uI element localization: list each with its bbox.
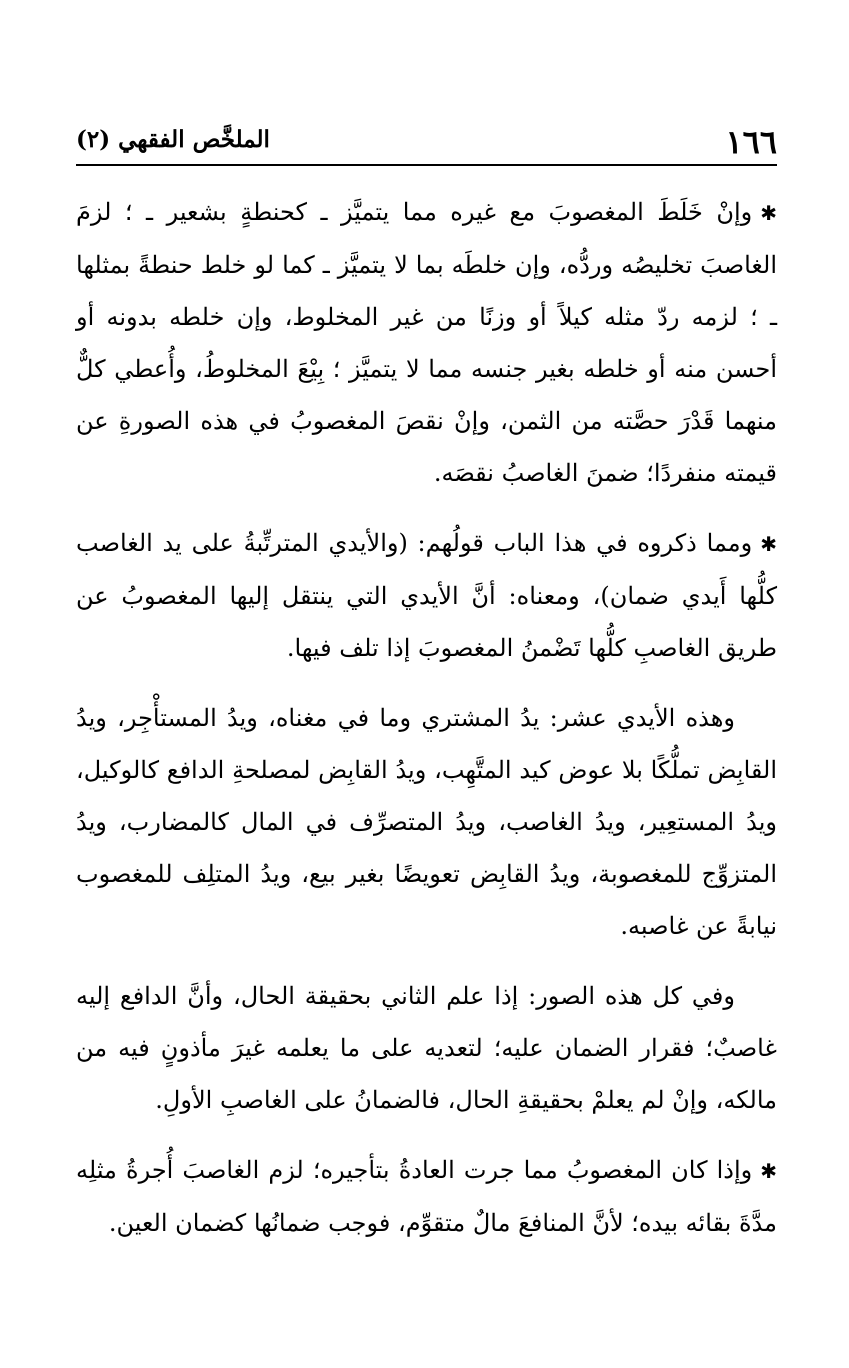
paragraph-mixing-goods: [76, 186, 777, 499]
paragraph-ten-hands: [76, 692, 777, 952]
paragraph-text: ومما ذكروه في هذا الباب قولُهم: (والأيدي المترتِّبةُ على يد الغاصب كلُّها أَيدي ضمان)، ومعناه: أنَّ الأيدي التي ينتقل إليها المغصوبُ عن طريق الغاصبِ كلُّها تَضْمنُ المغصوبَ إذا تلف فيها.: [76, 529, 777, 662]
paragraph-text: وفي كل هذه الصور: إذا علم الثاني بحقيقة الحال، وأنَّ الدافع إليه غاصبٌ؛ فقرار الضمان عليه؛ لتعديه على ما يعلمه غيرَ مأذونٍ فيه من مالكه، وإنْ لم يعلمْ بحقيقةِ الحال، فالضمانُ على الغاصبِ الأولِ.: [76, 982, 777, 1114]
page-header: [76, 118, 777, 162]
paragraph-text: وإذا كان المغصوبُ مما جرت العادةُ بتأجيره؛ لزم الغاصبَ أُجرةُ مثلِه مدَّةَ بقائه بيده؛ لأنَّ المنافعَ مالٌ متقوِّم، فوجب ضمانُها كضمان العين.: [76, 1156, 777, 1237]
paragraph-text: وإنْ خَلَطَ المغصوبَ مع غيره مما يتميَّز ـ كحنطةٍ بشعير ـ ؛ لزمَ الغاصبَ تخليصُه وردُّه، وإن خلطَه بما لا يتميَّز ـ كما لو خلط حنطةً بمثلها ـ ؛ لزمه ردّ مثله كيلاً أو وزنًا من غير المخلوط، وإن خلطه بدونه أو أحسن منه أو خلطه بغير جنسه مما لا يتميَّز ؛ بِيْعَ المخلوطُ، وأُعطي كلٌّ منهما قَدْرَ حصَّته من الثمن، وإنْ نقصَ المغصوبُ في هذه الصورةِ عن قيمته منفردًا؛ ضمنَ الغاصبُ نقصَه.: [76, 198, 778, 487]
star-bullet-icon: ✱: [760, 532, 777, 556]
page-number: ١٦٦: [725, 123, 777, 161]
book-title: الملخَّص الفقهي (٢): [76, 126, 270, 153]
star-bullet-icon: ✱: [760, 201, 777, 225]
paragraph-successive-hands: [76, 517, 777, 674]
header-divider: [76, 164, 777, 166]
paragraph-text: وهذه الأيدي عشر: يدُ المشتري وما في مغناه، ويدُ المستأْجِر، ويدُ القابِض تملُّكًا بلا عوض كيد المتَّهِب، ويدُ القابِض لمصلحةِ الدافع كالوكيل، ويدُ المستعِير، ويدُ الغاصب، ويدُ المتصرِّف في المال كالمضارب، ويدُ المتزوِّج للمغصوبة، ويدُ القابِض تعويضًا بغير بيع، ويدُ المتلِف للمغصوب نيابةً عن غاصبه.: [76, 704, 778, 940]
star-bullet-icon: ✱: [760, 1159, 777, 1183]
paragraph-rental-value: [76, 1144, 777, 1249]
paragraph-liability: [76, 970, 777, 1126]
page-body: [76, 186, 777, 1249]
